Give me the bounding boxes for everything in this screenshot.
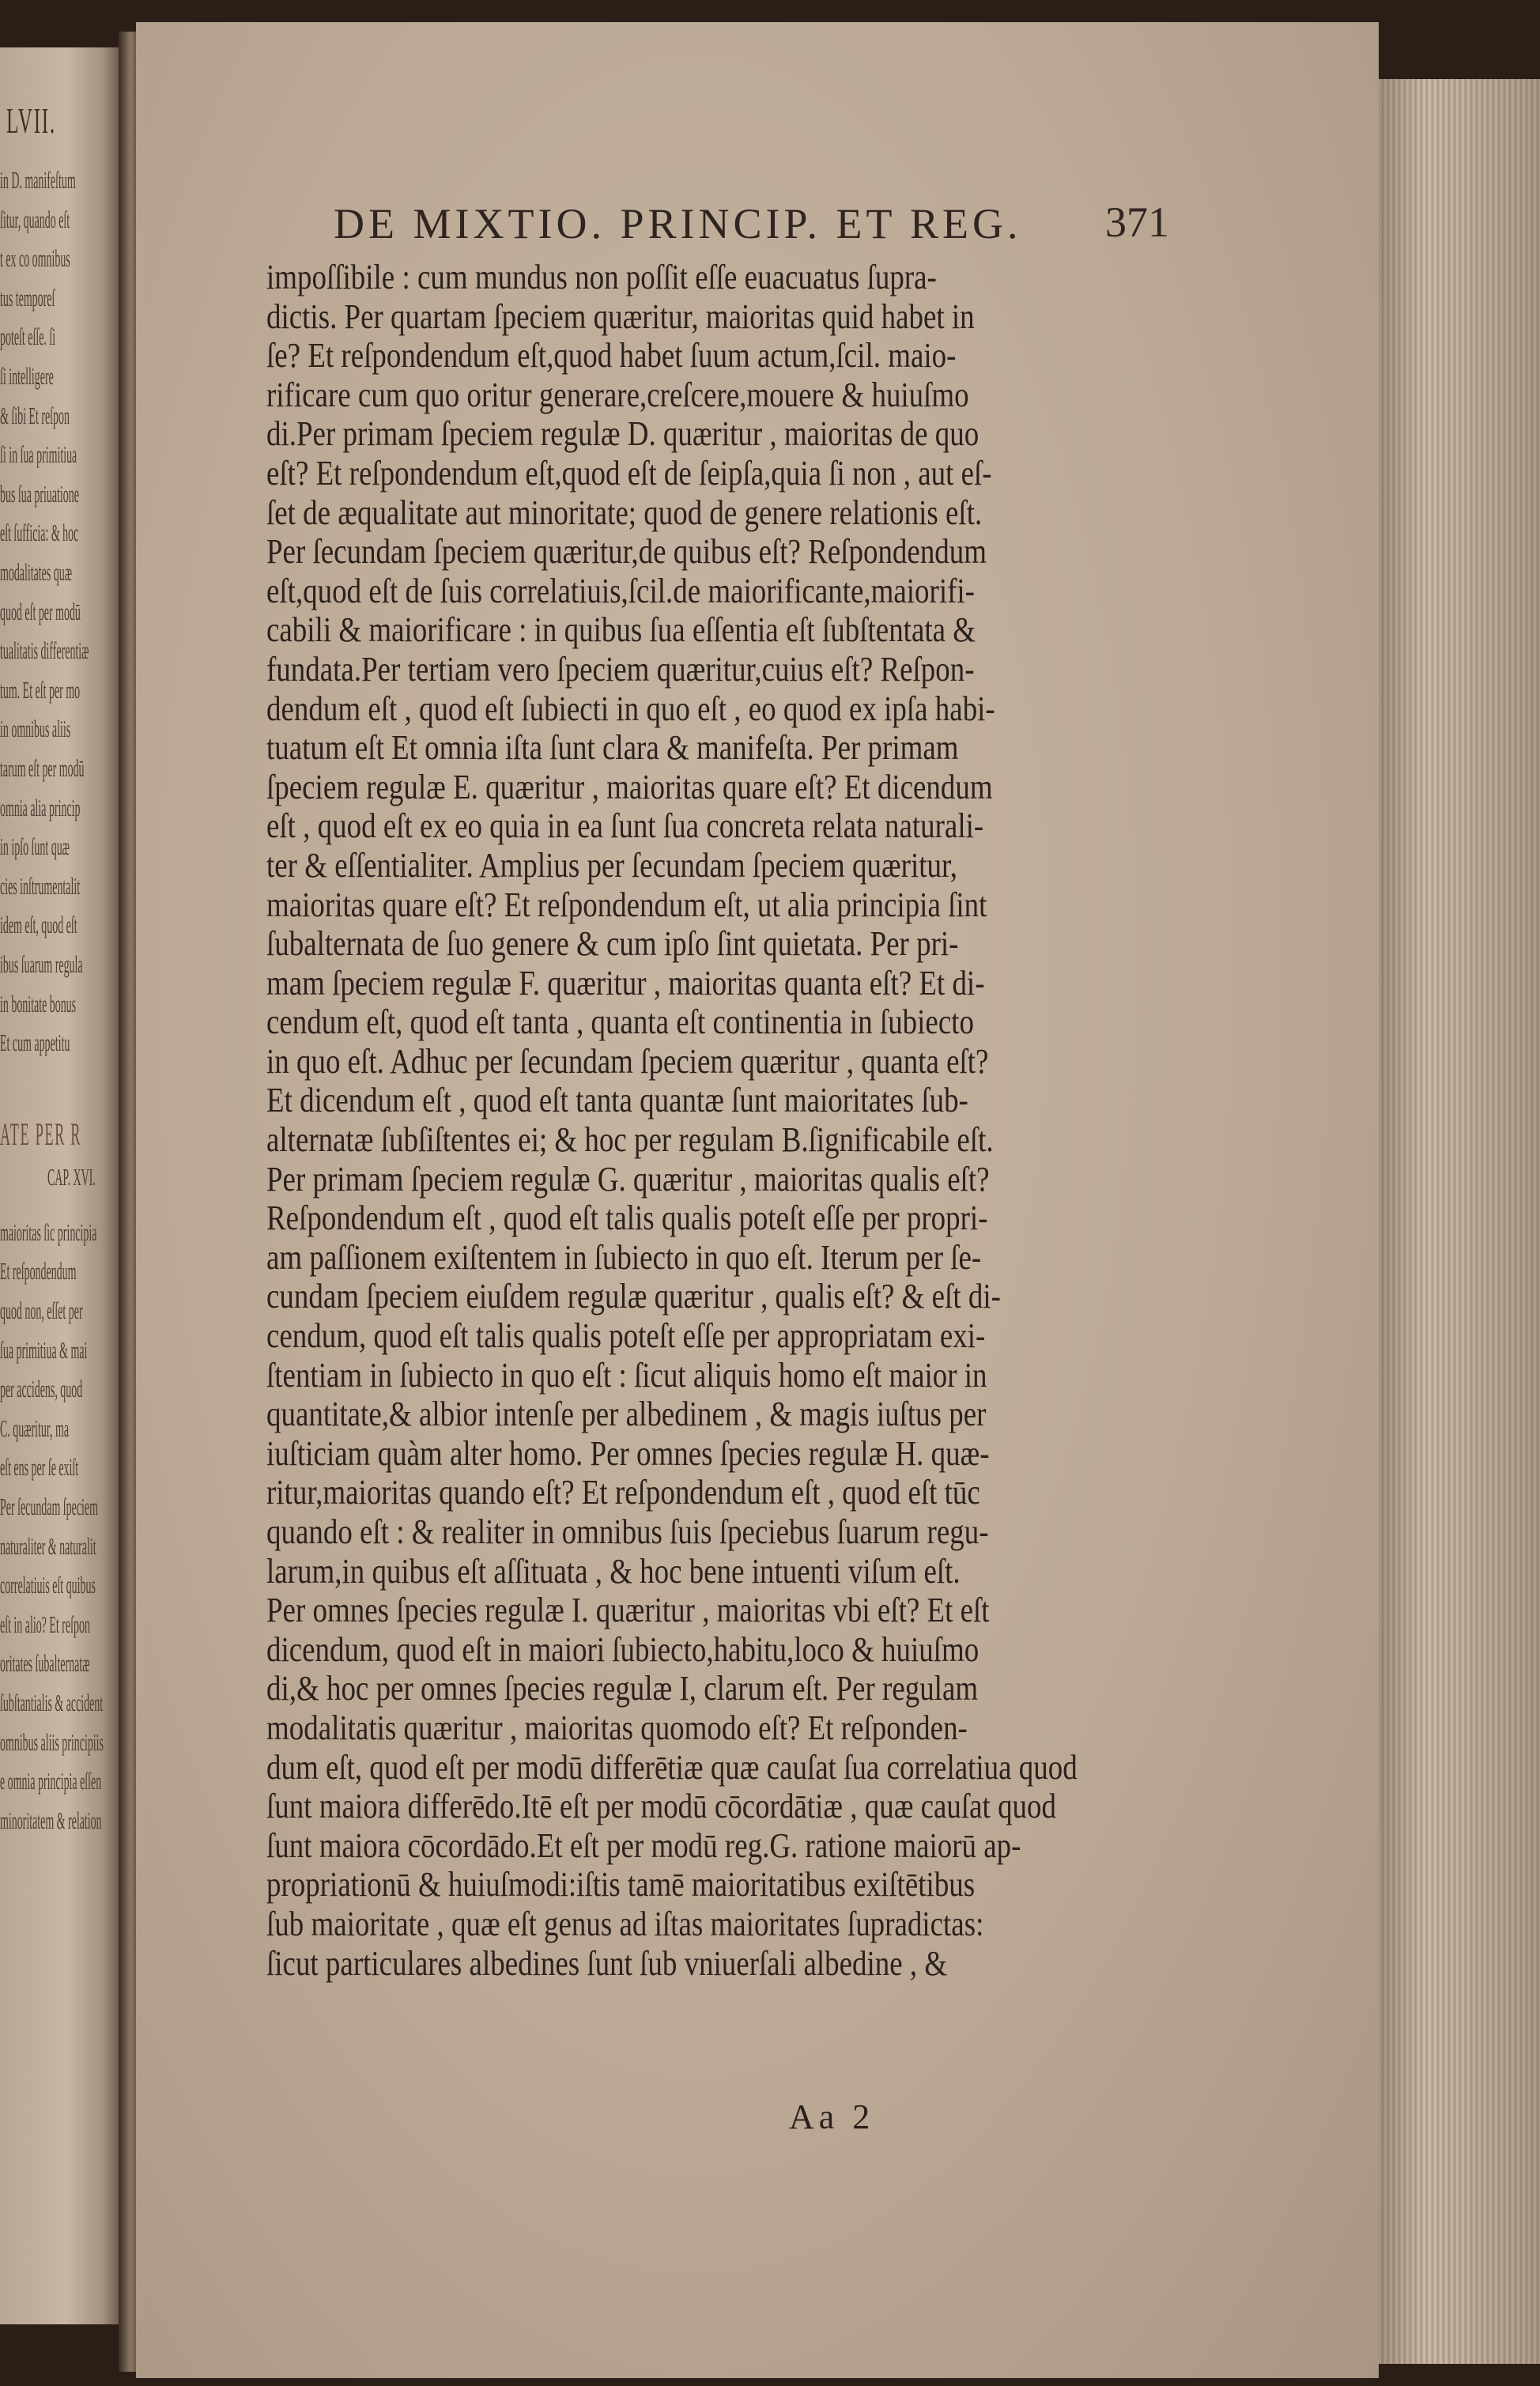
- left-text-fragment: eſt in alio? Et reſpon: [0, 1610, 90, 1638]
- left-text-fragment: oritates ſubalternatæ: [0, 1649, 90, 1678]
- text-line: [266, 1905, 1168, 1944]
- text-line: [266, 258, 1168, 297]
- text-line-content: dum eſt, quod eſt per modū differētiæ quæ cauſat ſua correlatiua quod: [266, 1747, 1078, 1787]
- text-line: [266, 493, 1168, 533]
- signature-mark: Aa 2: [789, 2097, 875, 2136]
- left-text-fragment: idem eſt, quod eſt: [0, 911, 77, 939]
- left-text-fragment: Et reſpondendum: [0, 1257, 77, 1285]
- text-line: [266, 806, 1168, 846]
- text-line-content: eſt , quod eſt ex eo quia in ea ſunt ſua concreta relata naturali-: [266, 806, 984, 846]
- text-line-content: ſtentiam in ſubiecto in quo eſt : ſicut aliquis homo eſt maior in: [266, 1355, 987, 1395]
- text-line: [266, 1081, 1168, 1120]
- left-text-fragment: in ipſo ſunt quæ: [0, 832, 70, 861]
- text-line-content: cendum, quod eſt talis qualis poteſt eſſe per appropriatam exi-: [266, 1316, 986, 1356]
- left-text-fragment: tarum eſt per modū: [0, 754, 85, 782]
- left-page-fragment: [0, 47, 120, 2324]
- left-text-fragment: maioritas ſic principia: [0, 1218, 97, 1246]
- text-line: [266, 650, 1168, 689]
- left-text-fragment: omnibus aliis principiis: [0, 1727, 104, 1756]
- text-line-content: propriationū & huiuſmodi:iſtis tamē maioritatibus exiſtētibus: [266, 1865, 976, 1905]
- text-line-content: dictis. Per quartam ſpeciem quæritur, maioritas quid habet in: [266, 296, 975, 336]
- page-fore-edges: [1379, 79, 1540, 2364]
- left-text-fragment: correlatiuis eſt quibus: [0, 1571, 96, 1599]
- text-line-content: alternatæ ſubſiſtentes ei; & hoc per regulam B.ſignificabile eſt.: [266, 1120, 994, 1160]
- text-line: [266, 1552, 1168, 1591]
- left-text-fragment: ſua primitiua & mai: [0, 1335, 88, 1364]
- left-text-fragment: C. quæritur, ma: [0, 1414, 70, 1442]
- page-number: 371: [1105, 198, 1169, 246]
- text-line-content: fundata.Per tertiam vero ſpeciem quæritur,cuius eſt? Reſpon-: [266, 649, 975, 689]
- text-line: [266, 964, 1168, 1003]
- text-line: [266, 846, 1168, 885]
- left-chapter-label: CAP. XVI.: [47, 1162, 96, 1191]
- text-line-content: di.Per primam ſpeciem regulæ D. quæritur , maioritas de quo: [266, 414, 979, 454]
- text-line: [266, 610, 1168, 650]
- text-line: [266, 336, 1168, 376]
- text-line: [266, 1591, 1168, 1630]
- text-line: [266, 1865, 1168, 1905]
- body-text: [266, 258, 1168, 1983]
- text-line-content: in quo eſt. Adhuc per ſecundam ſpeciem quæritur , quanta eſt?: [266, 1041, 989, 1081]
- text-line: [266, 376, 1168, 415]
- left-text-fragment: omnia alia princip: [0, 793, 81, 821]
- left-text-fragment: ſi intelligere: [0, 362, 54, 390]
- text-line: [266, 1473, 1168, 1512]
- text-line: [266, 1238, 1168, 1278]
- text-line-content: ritur,maioritas quando eſt? Et reſpondendum eſt , quod eſt tūc: [266, 1473, 980, 1512]
- left-text-fragment: eſt ſufficia: & hoc: [0, 519, 79, 547]
- left-text-fragment: Et cum appetitu: [0, 1029, 70, 1057]
- text-line-content: ſubalternata de ſuo genere & cum ipſo ſint quietata. Per pri-: [266, 924, 959, 964]
- text-line-content: impoſſibile : cum mundus non poſſit eſſe euacuatus ſupra-: [266, 258, 937, 296]
- left-text-fragment: tualitatis differentiæ: [0, 636, 89, 665]
- text-line: [266, 689, 1168, 729]
- text-line: [266, 924, 1168, 964]
- text-line-content: Per ſecundam ſpeciem quæritur,de quibus eſt? Reſpondendum: [266, 532, 987, 572]
- left-text-fragment: bus ſua priuatione: [0, 479, 79, 508]
- left-page-running-head: LVII.: [6, 100, 56, 141]
- text-line: [266, 1199, 1168, 1238]
- left-text-fragment: t ex co omnibus: [0, 244, 70, 273]
- text-line: [266, 1356, 1168, 1395]
- left-text-fragment: in bonitate bonus: [0, 989, 77, 1017]
- text-line: [266, 1512, 1168, 1552]
- text-line: [266, 1826, 1168, 1866]
- text-line: [266, 572, 1168, 611]
- right-page: [136, 22, 1379, 2378]
- text-line-content: maioritas quare eſt? Et reſpondendum eſt, ut alia principia ſint: [266, 885, 987, 924]
- text-line: [266, 1630, 1168, 1670]
- text-line-content: ſet de æqualitate aut minoritate; quod de genere relationis eſt.: [266, 493, 983, 532]
- text-line-content: Reſpondendum eſt , quod eſt talis qualis poteſt eſſe per propri-: [266, 1199, 988, 1238]
- left-text-fragment: ſubſtantialis & accident: [0, 1689, 104, 1716]
- left-text-fragment: in omnibus aliis: [0, 715, 71, 743]
- left-section-head: ATE PER R: [0, 1116, 82, 1152]
- text-line: [266, 728, 1168, 768]
- text-line-content: tuatum eſt Et omnia iſta ſunt clara & manifeſta. Per primam: [266, 728, 959, 768]
- left-text-fragment: tus temporeſ: [0, 283, 55, 311]
- text-line-content: Per omnes ſpecies regulæ I. quæritur , maioritas vbi eſt? Et eſt: [266, 1591, 990, 1630]
- left-text-fragment: minoritatem & relation: [0, 1806, 102, 1834]
- text-line: [266, 414, 1168, 454]
- left-text-fragment: quod non, eſſet per: [0, 1297, 83, 1324]
- text-line-content: larum,in quibus eſt aſſituata , & hoc bene intuenti viſum eſt.: [266, 1551, 961, 1591]
- text-line-content: di,& hoc per omnes ſpecies regulæ I, clarum eſt. Per regulam: [266, 1669, 979, 1708]
- text-line: [266, 1395, 1168, 1434]
- text-line: [266, 1120, 1168, 1160]
- text-line-content: dendum eſt , quod eſt ſubiecti in quo eſt , eo quod ex ipſa habi-: [266, 689, 995, 728]
- text-line-content: cundam ſpeciem eiuſdem regulæ quæritur , qualis eſt? & eſt di-: [266, 1277, 1001, 1316]
- text-line: [266, 454, 1168, 493]
- left-text-fragment: naturaliter & naturalit: [0, 1531, 96, 1560]
- text-line-content: Per primam ſpeciem regulæ G. quæritur , maioritas qualis eſt?: [266, 1159, 990, 1199]
- left-text-fragment: cies inſtrumentalit: [0, 871, 81, 900]
- text-line: [266, 885, 1168, 925]
- text-line-content: ſunt maiora differēdo.Itē eſt per modū cōcordātiæ , quæ cauſat quod: [266, 1787, 1056, 1826]
- text-line: [266, 1669, 1168, 1708]
- text-line-content: quando eſt : & realiter in omnibus ſuis ſpeciebus ſuarum regu-: [266, 1512, 989, 1551]
- text-line-content: Et dicendum eſt , quod eſt tanta quantæ ſunt maioritates ſub-: [266, 1081, 968, 1120]
- text-line: [266, 532, 1168, 572]
- text-line: [266, 1160, 1168, 1199]
- text-line-content: eſt? Et reſpondendum eſt,quod eſt de ſeipſa,quia ſi non , aut eſ-: [266, 453, 992, 493]
- text-line: [266, 1748, 1168, 1788]
- left-text-fragment: Per ſecundam ſpeciem: [0, 1493, 98, 1520]
- text-line-content: modalitatis quæritur , maioritas quomodo eſt? Et reſponden-: [266, 1708, 968, 1747]
- text-line: [266, 1042, 1168, 1082]
- text-line: [266, 1434, 1168, 1474]
- text-line-content: ter & eſſentialiter. Amplius per ſecundam ſpeciem quæritur,: [266, 845, 958, 885]
- left-text-fragment: in D. manifeſtum: [0, 166, 76, 194]
- text-line-content: ſunt maiora cōcordādo.Et eſt per modū reg.G. ratione maiorū ap-: [266, 1825, 1021, 1865]
- left-text-fragment: ibus ſuarum regula: [0, 950, 83, 978]
- left-text-fragment: modalitates quæ: [0, 558, 73, 586]
- text-line-content: ſpeciem regulæ E. quæritur , maioritas quare eſt? Et dicendum: [266, 767, 993, 806]
- left-text-fragment: ſi in ſua primitiua: [0, 440, 77, 469]
- text-line-content: dicendum, quod eſt in maiori ſubiecto,habitu,loco & huiuſmo: [266, 1629, 979, 1669]
- text-line-content: eſt,quod eſt de ſuis correlatiuis,ſcil.de maiorificante,maiorifi-: [266, 571, 975, 610]
- text-line: [266, 1277, 1168, 1316]
- text-line: [266, 1708, 1168, 1748]
- text-line: [266, 768, 1168, 807]
- text-line-content: cabili & maiorificare : in quibus ſua eſſentia eſt ſubſtentata &: [266, 610, 976, 650]
- text-line-content: ſub maioritate , quæ eſt genus ad iſtas maioritates ſupradictas:: [266, 1904, 984, 1943]
- text-line: [266, 297, 1168, 337]
- text-line-content: mam ſpeciem regulæ F. quæritur , maioritas quanta eſt? Et di-: [266, 963, 985, 1002]
- left-text-fragment: poteſt eſſe. ſi: [0, 323, 56, 351]
- left-text-fragment: eſt ens per ſe exiſt: [0, 1453, 79, 1482]
- text-line-content: ſicut particulares albedines ſunt ſub vniuerſali albedine , &: [266, 1943, 948, 1983]
- text-line-content: cendum eſt, quod eſt tanta , quanta eſt continentia in ſubiecto: [266, 1002, 974, 1042]
- left-text-fragment: per accidens, quod: [0, 1375, 83, 1403]
- text-line: [266, 1316, 1168, 1356]
- text-line: [266, 1944, 1168, 1984]
- text-line-content: quantitate,& albior intenſe per albedinem , & magis iuſtus per: [266, 1395, 987, 1434]
- text-line-content: ſe? Et reſpondendum eſt,quod habet ſuum actum,ſcil. maio-: [266, 336, 957, 376]
- text-line: [266, 1787, 1168, 1826]
- left-text-fragment: ſitur, quando eſt: [0, 205, 70, 233]
- left-text-fragment: & ſibi Et reſpon: [0, 401, 70, 429]
- text-line-content: am paſſionem exiſtentem in ſubiecto in quo eſt. Iterum per ſe-: [266, 1237, 982, 1277]
- text-line-content: rificare cum quo oritur generare,creſcere,mouere & huiuſmo: [266, 375, 969, 414]
- running-head: DE MIXTIO. PRINCIP. ET REG.: [334, 200, 1022, 247]
- left-text-fragment: e omnia principia eſſen: [0, 1767, 102, 1795]
- text-line: [266, 1002, 1168, 1042]
- text-line-content: iuſticiam quàm alter homo. Per omnes ſpecies regulæ H. quæ-: [266, 1433, 990, 1473]
- left-text-fragment: tum. Et eſt per mo: [0, 675, 81, 704]
- left-text-fragment: quod eſt per modū: [0, 597, 81, 625]
